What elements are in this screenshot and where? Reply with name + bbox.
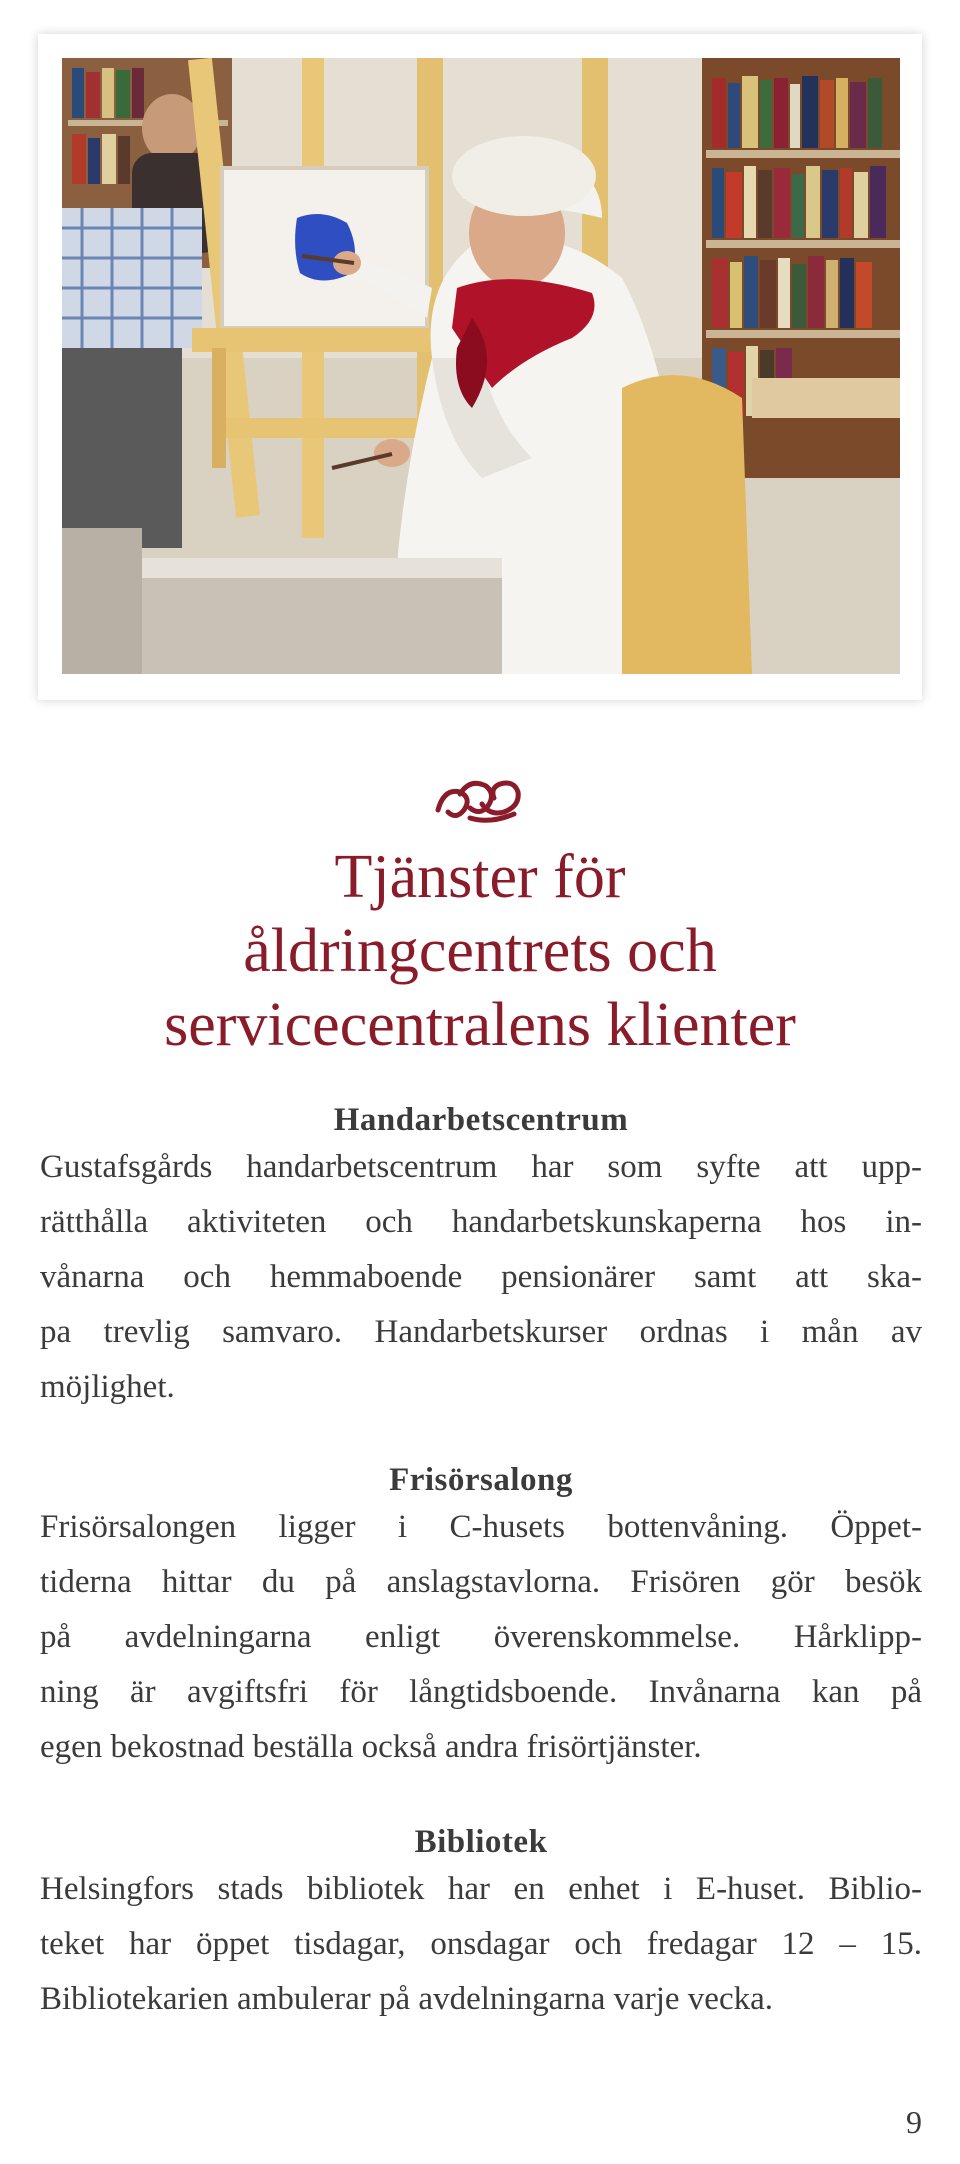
page-title xyxy=(0,840,960,1062)
paragraph-line: Frisörsalongen ligger i C-husets bottenvåning. Öppet- xyxy=(40,1509,922,1545)
title-line: servicecentralens klienter xyxy=(164,991,796,1059)
paragraph-line: Bibliotekarien ambulerar på avdelningarna varje vecka. xyxy=(40,1981,773,2017)
painting-photo-illustration xyxy=(62,58,900,674)
paragraph-line: tiderna hittar du på anslagstavlorna. Frisören gör besök xyxy=(40,1564,922,1600)
title-line: åldringcentrets och xyxy=(243,917,717,985)
section-heading: Handarbetscentrum xyxy=(333,1102,629,1138)
section-frisorsalong xyxy=(40,1460,922,1775)
paragraph-line: pa trevlig samvaro. Handarbetskurser ordnas i mån av xyxy=(40,1314,922,1350)
paragraph-line: teket har öppet tisdagar, onsdagar och fredagar 12 – 15. xyxy=(40,1926,922,1962)
paragraph-line: Helsingfors stads bibliotek har en enhet i E-huset. Biblio- xyxy=(40,1871,922,1907)
paragraph-line: egen bekostnad beställa också andra frisörtjänster. xyxy=(40,1729,702,1765)
title-line: Tjänster för xyxy=(334,843,626,911)
paragraph-line: vånarna och hemmaboende pensionärer samt att ska- xyxy=(40,1259,922,1295)
paragraph-line: möjlighet. xyxy=(40,1369,175,1405)
section-bibliotek xyxy=(40,1822,922,2027)
paragraph-line: ning är avgiftsfri för långtidsboende. Invånarna kan på xyxy=(40,1674,922,1710)
section-paragraph xyxy=(40,1862,922,2027)
paragraph-line: Gustafsgårds handarbetscentrum har som syfte att upp- xyxy=(40,1149,922,1185)
section-heading: Bibliotek xyxy=(414,1824,548,1860)
section-paragraph xyxy=(40,1140,922,1415)
paragraph-line: rätthålla aktiviteten och handarbetskunskaperna hos in- xyxy=(40,1204,922,1240)
painting-photo xyxy=(62,58,900,674)
floral-ornament-icon xyxy=(430,770,530,826)
section-paragraph xyxy=(40,1500,922,1775)
paragraph-line: på avdelningarna enligt överenskommelse. Hårklipp- xyxy=(40,1619,922,1655)
page-number: 9 xyxy=(906,2104,922,2140)
section-heading: Frisörsalong xyxy=(389,1462,573,1498)
photo-frame xyxy=(38,34,922,700)
section-handarbetscentrum xyxy=(40,1100,922,1415)
